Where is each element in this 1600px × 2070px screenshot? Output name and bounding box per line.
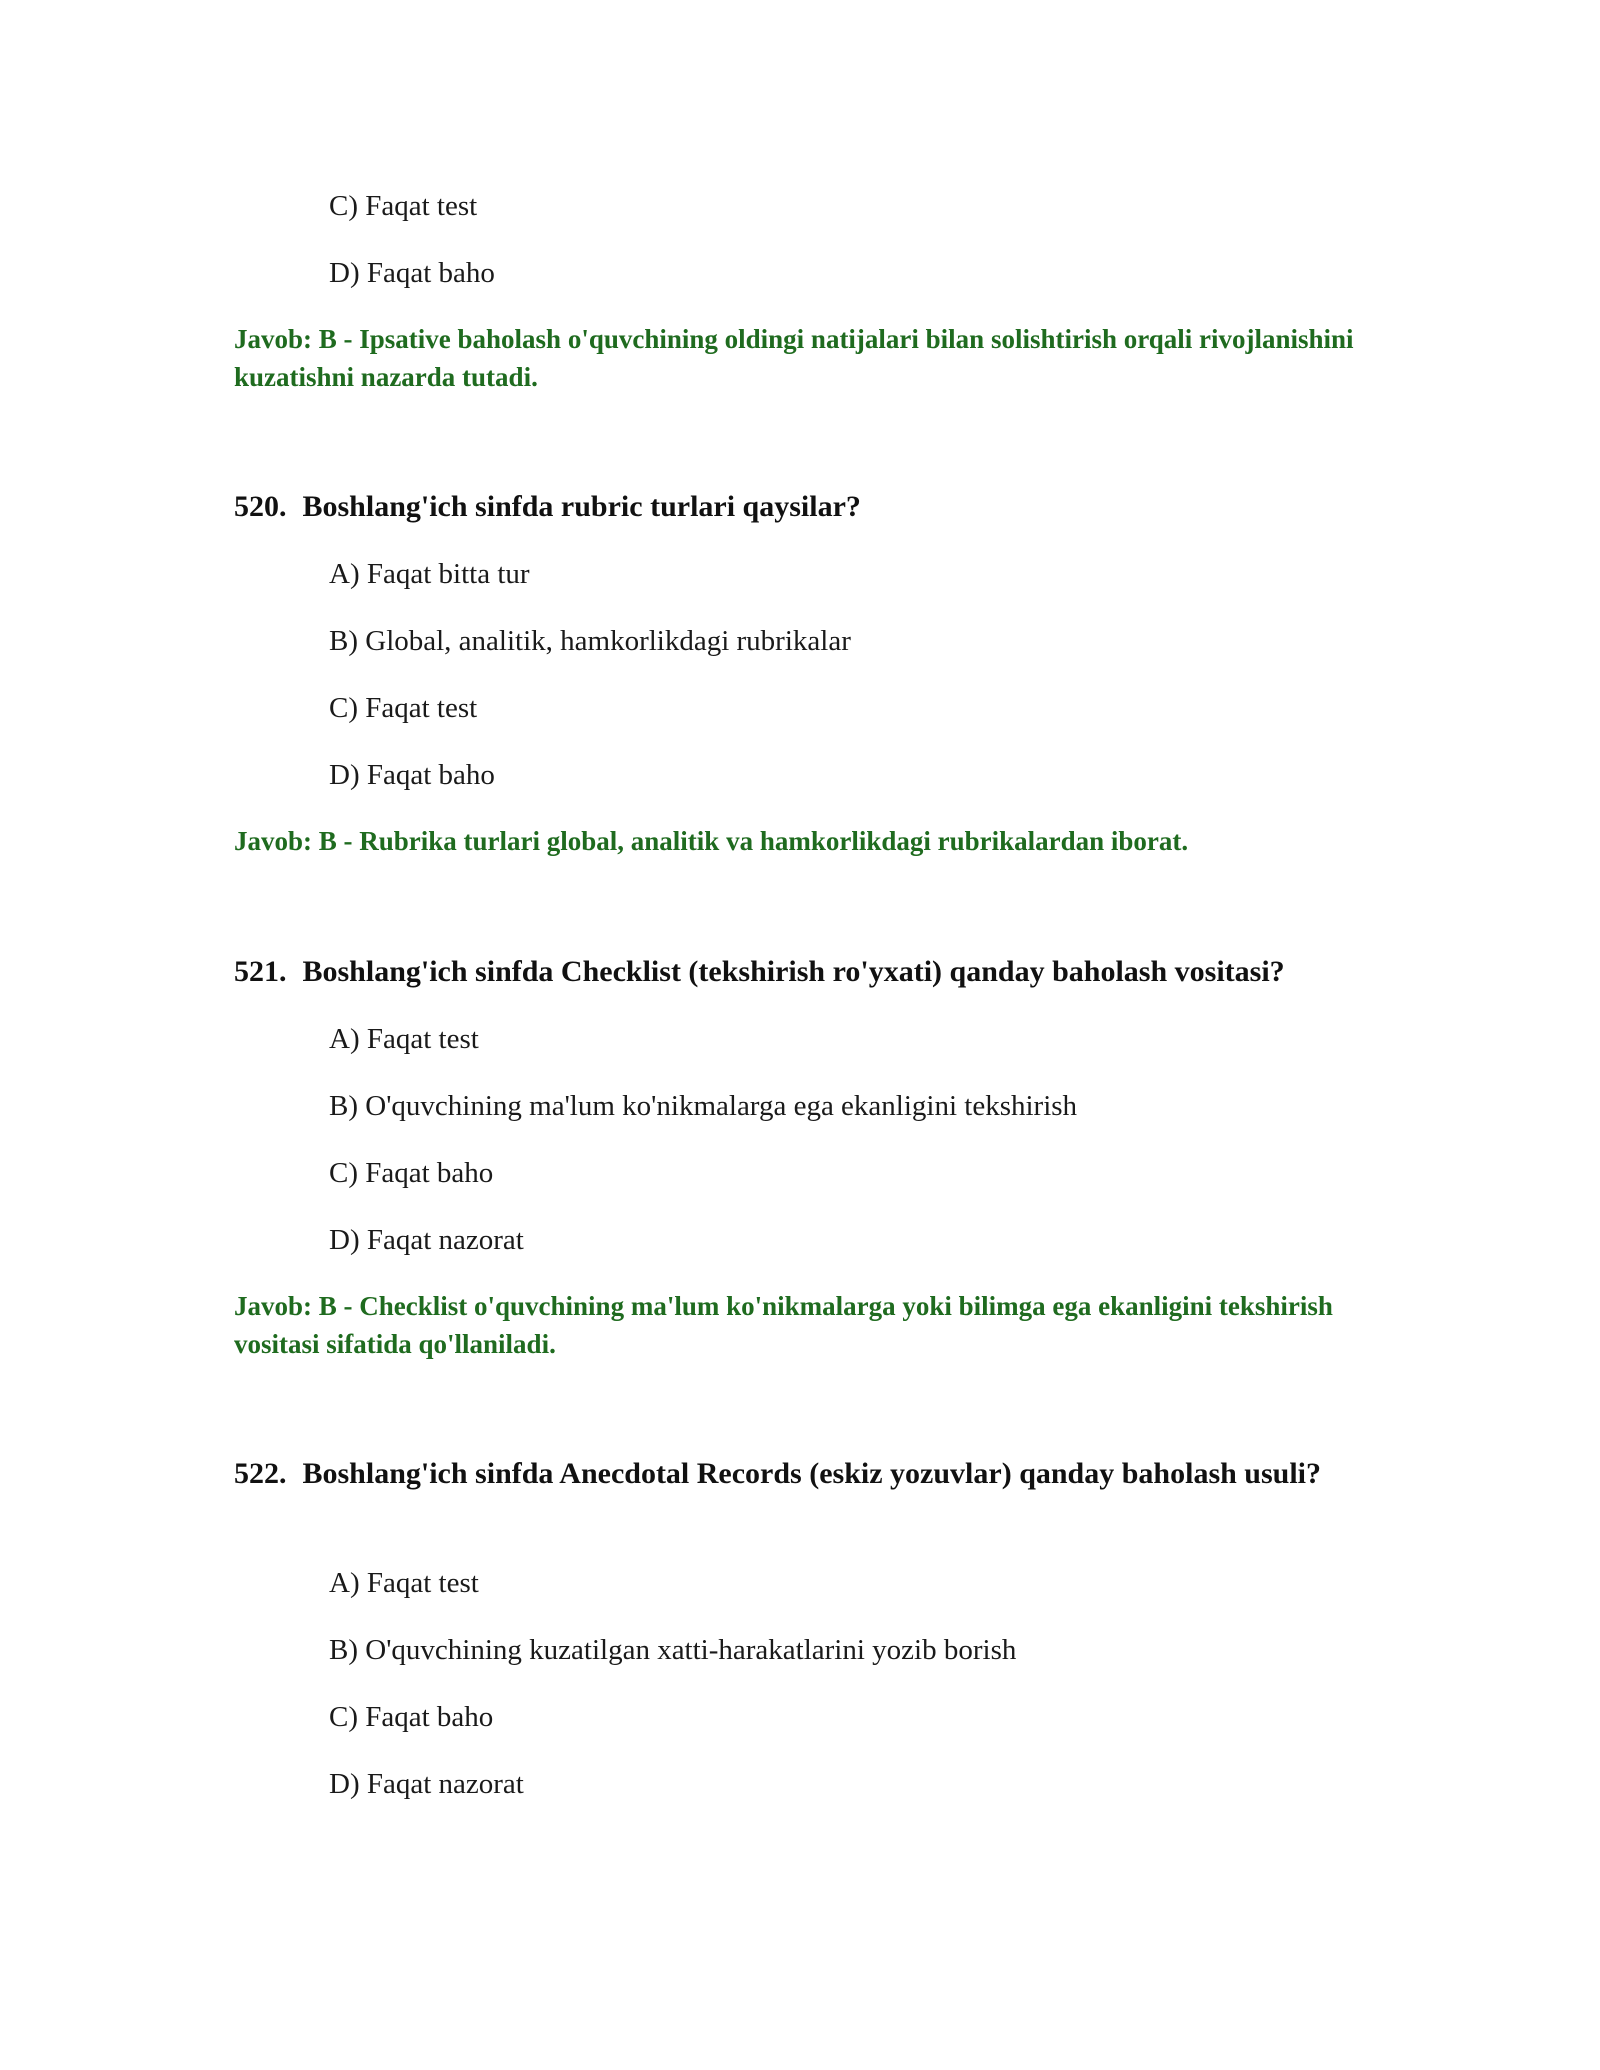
question-text: Boshlang'ich sinfda Anecdotal Records (eskiz yozuvlar) qanday baholash usuli? [302, 1457, 1322, 1490]
answer-text: Javob: B - Ipsative baholash o'quvchining oldingi natijalari bilan solishtirish orqali rivojlanishini kuzatishni nazarda tutadi. [234, 324, 1354, 392]
option-a: A) Faqat test [329, 1023, 479, 1055]
option-c: C) Faqat baho [329, 1157, 494, 1189]
option-c: C) Faqat baho [329, 1701, 494, 1733]
answer-text: Javob: B - Rubrika turlari global, analitik va hamkorlikdagi rubrikalardan iborat. [234, 826, 1189, 856]
option-d: D) Faqat nazorat [329, 1768, 524, 1800]
option-d: D) Faqat baho [329, 759, 495, 791]
question-521 [234, 951, 1354, 993]
question-number: 521. [234, 955, 287, 988]
option-c: C) Faqat test [329, 692, 478, 724]
option-b: B) O'quvchining ma'lum ko'nikmalarga ega ekanligini tekshirish [329, 1090, 1078, 1122]
question-text: Boshlang'ich sinfda Checklist (tekshirish ro'yxati) qanday baholash vositasi? [302, 955, 1285, 988]
option-b: B) O'quvchining kuzatilgan xatti-harakatlarini yozib borish [329, 1634, 1017, 1666]
question-522 [234, 1453, 1354, 1495]
option-d: D) Faqat baho [329, 257, 495, 289]
option-a: A) Faqat test [329, 1567, 479, 1599]
question-number: 520. [234, 490, 287, 523]
question-520 [234, 486, 1354, 528]
question-text: Boshlang'ich sinfda rubric turlari qaysilar? [302, 490, 861, 523]
option-c: C) Faqat test [329, 190, 478, 222]
option-a: A) Faqat bitta tur [329, 558, 530, 590]
answer-text: Javob: B - Checklist o'quvchining ma'lum ko'nikmalarga yoki bilimga ega ekanligini tekshirish vositasi sifatida qo'llaniladi. [234, 1291, 1333, 1359]
question-number: 522. [234, 1457, 287, 1490]
option-b: B) Global, analitik, hamkorlikdagi rubrikalar [329, 625, 851, 657]
option-d: D) Faqat nazorat [329, 1224, 524, 1256]
